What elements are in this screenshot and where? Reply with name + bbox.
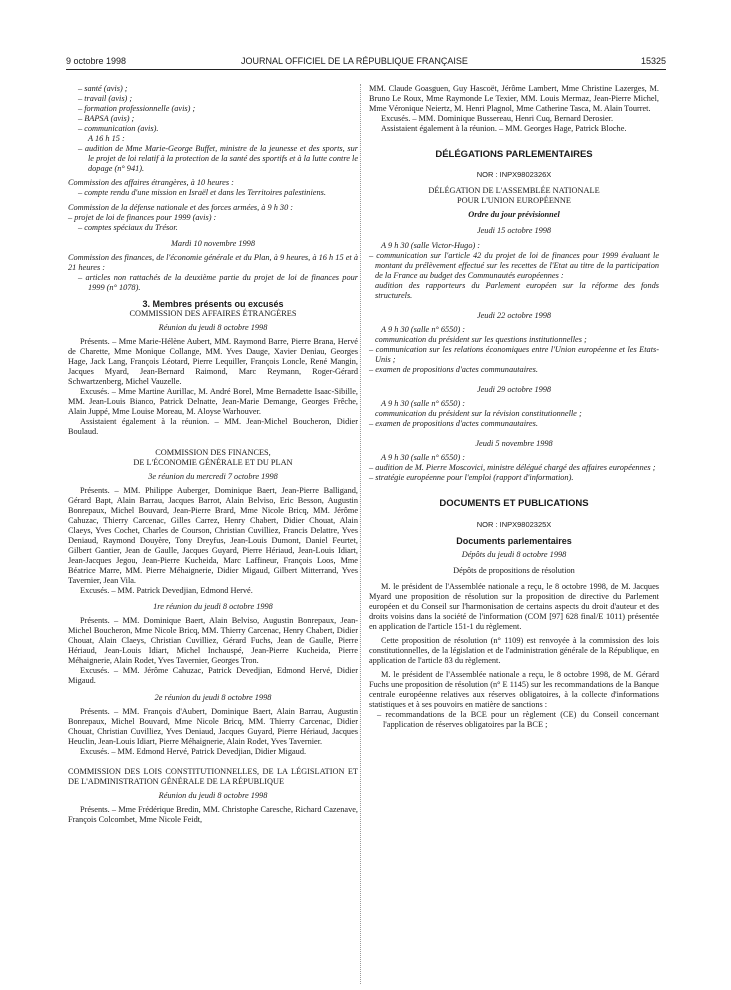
agenda-item: – compte rendu d'une mission en Israël et dans les Territoires palestiniens. [78,188,326,198]
agenda-item: – projet de loi de finances pour 1999 (avis) : [68,212,217,222]
agenda-item: communication du président sur les questions institutionnelles ; [375,334,587,344]
excuses-paragraph: Excusés. – Mme Martine Aurillac, M. André Borel, Mme Bernadette Isaac-Sibille, MM. Jean-Louis Bianco, Patrick Delnatte, Jean-Marie Demange, Georges Frêche, Alain Juppé, Mme Louise Moreau, M. Aloyse Warhouver. [68,387,358,417]
header-journal-title: JOURNAL OFFICIEL DE LA RÉPUBLIQUE FRANÇAISE [241,56,468,66]
agenda-item: – audition de Mme Marie-George Buffet, ministre de la jeunesse et des sports, sur le projet de loi relatif à la protection de la santé des sportifs et à la lutte contre le dopage (n° 941). [78,144,358,174]
date-heading: Jeudi 29 octobre 1998 [476,385,552,395]
body-paragraph: Cette proposition de résolution (n° 1109) est renvoyée à la commission des lois constitutionnelles, de la législation et de l'administration générale de la République, en application de l'article 83 du règlement. [369,635,659,666]
section-title-documents: DOCUMENTS ET PUBLICATIONS [439,498,589,510]
agenda-item: – audition de M. Pierre Moscovici, ministre délégué chargé des affaires européennes ; [369,463,656,473]
agenda-item: – articles non rattachés de la deuxième partie du projet de loi de finances pour 1999 (n° 1078). [78,272,358,292]
agenda-item: – comptes spéciaux du Trésor. [78,222,178,232]
agenda-item: – examen de propositions d'actes communautaires. [369,365,538,375]
subheading: Dépôts de propositions de résolution [453,565,575,575]
agenda-item: – communication sur l'article 42 du projet de loi de finances pour 1999 évaluant le montant du prélèvement effectué sur les recettes de l'Etat au titre de la participation de la France au budget des Communautés européennes : [369,250,659,280]
commission-title: COMMISSION DES FINANCES, [155,447,271,457]
time-label: A 9 h 30 (salle n° 6550) : [381,324,466,334]
commission-title: COMMISSION DES AFFAIRES ÉTRANGÈRES [129,308,297,318]
excuses-paragraph: Excusés. – MM. Dominique Bussereau, Henri Cuq, Bernard Derosier. [381,114,614,124]
header-date: 9 octobre 1998 [66,56,127,66]
section-title: 3. Membres présents ou excusés [142,298,284,309]
nor-reference: NOR : INPX9802326X [476,170,552,180]
list-item: – communication (avis). [78,124,159,134]
excuses-paragraph: Excusés. – MM. Edmond Hervé, Patrick Devedjian, Didier Migaud. [80,746,307,756]
nor-reference: NOR : INPX9802325X [476,519,552,529]
time-label: A 9 h 30 (salle Victor-Hugo) : [381,240,481,250]
presents-paragraph: Présents. – Mme Frédérique Bredin, MM. Christophe Caresche, Richard Cazenave, François Colcombet, Mme Nicole Feidt, [68,804,358,824]
presents-paragraph: Présents. – Mme Marie-Hélène Aubert, MM. Raymond Barre, Pierre Brana, Hervé de Charette, Mme Monique Collange, MM. Yves Dauge, Xavier Deniau, Georges Hage, Jack Lang, François Léotard, Pierre Lequiller, François Loncle, René Mangin, Jacques Myard, Jean-Bernard Raimond, Marc Reymann, Roger-Gérard Schwartzenberg, Michel Vauzelle. [68,337,358,387]
excuses-paragraph: Excusés. – MM. Jérôme Cahuzac, Patrick Devedjian, Edmond Hervé, Didier Migaud. [68,666,358,686]
page-header [66,56,666,68]
top-avis-list [68,84,358,134]
reunion-heading: Réunion du jeudi 8 octobre 1998 [158,790,268,800]
subsection-title: Documents parlementaires [456,535,572,546]
body-paragraph: M. le président de l'Assemblée nationale a reçu, le 8 octobre 1998, de M. Gérard Fuchs une proposition de résolution (n° E 1145) sur les recommandations de la Banque centrale européenne relatives aux réserves obligatoires, à la collecte d'informations statistiques et à ses pouvoirs en matière de sanctions : [369,670,659,710]
ordre-du-jour-heading: Ordre du jour prévisionnel [468,210,560,220]
reunion-heading: 2e réunion du jeudi 8 octobre 1998 [154,692,272,702]
commission-heading: Commission de la défense nationale et des forces armées, à 9 h 30 : [68,202,294,212]
presents-paragraph: Présents. – MM. Philippe Auberger, Dominique Baert, Jean-Pierre Balligand, Gérard Bapt, Alain Barrau, Jacques Barrot, Alain Belviso, Eric Besson, Augustin Bonrepaux, Michel Bouvard, Jean-Pierre Brard, Mme Nicole Bricq, MM. Jérôme Cahuzac, Thierry Carcenac, Gilles Carrez, Henry Chabert, Didier Chouat, Alain Claeys, Yves Cochet, Charles de Courson, Christian Cuvilliez, Francis Delattre, Yves Deniaud, Raymond Douyère, Tony Dreyfus, Jean-Louis Dumont, Daniel Feurtet, Gilbert Gantier, Jean de Gaulle, Jacques Guyard, Pierre Hériaud, Jean-Louis Idiart, Jean-Jacques Jegou, Jean-Pierre Kucheida, Marc Laffineur, François Loos, Mme Béatrice Marre, MM. Pierre Méhaignerie, Didier Migaud, Gilbert Mitterrand, Yves Tavernier, Jean Vila. [68,485,358,586]
date-heading: Jeudi 5 novembre 1998 [475,439,553,449]
header-page-number: 15325 [640,56,666,66]
agenda-item: – examen de propositions d'actes communautaires. [369,419,538,429]
left-column [68,84,358,825]
date-heading: Dépôts du jeudi 8 octobre 1998 [461,549,567,559]
agenda-item: audition des rapporteurs du Parlement européen sur la réforme des fonds structurels. [375,280,659,300]
reunion-heading: Réunion du jeudi 8 octobre 1998 [158,322,268,332]
presents-paragraph: Présents. – MM. François d'Aubert, Dominique Baert, Alain Barrau, Augustin Bonrepaux, Michel Bouvard, Mme Nicole Bricq, MM. Thierry Carcenac, Didier Chouat, Christian Cuvilliez, Yves Deniaud, Jacques Guyard, Pierre Hériaud, Jacques Heuclin, Jean-Louis Idiart, Pierre Méhaignerie, Alain Rodet, Yves Tavernier. [68,706,358,746]
commission-heading: Commission des finances, de l'économie générale et du Plan, à 9 heures, à 16 h 15 et à 21 heures : [68,252,358,272]
right-column [369,84,659,730]
time-label: A 9 h 30 (salle n° 6550) : [381,399,466,409]
agenda-item: communication du président sur la révision constitutionnelle ; [375,409,582,419]
agenda-item: – stratégie européenne pour l'emploi (rapport d'information). [369,473,574,483]
list-item: – formation professionnelle (avis) ; [78,104,196,114]
excuses-paragraph: Excusés. – MM. Patrick Devedjian, Edmond Hervé. [80,586,253,596]
body-paragraph: M. le président de l'Assemblée nationale a reçu, le 8 octobre 1998, de M. Jacques Myard une proposition de résolution sur la proposition de directive du Parlement européen et du Conseil sur l'harmonisation de certains aspects du droit d'auteur et des droits voisins dans la société de l'information (COM [97] 628 final/E 1011) présentée en application de l'article 151-1 du règlement. [369,581,659,631]
time-label: A 16 h 15 : [88,134,125,144]
presents-paragraph-continued: MM. Claude Goasguen, Guy Hascoët, Jérôme Lambert, Mme Christine Lazerges, M. Bruno Le Roux, Mme Raymonde Le Texier, MM. Louis Mermaz, Jean-Pierre Michel, Mme Véronique Neiertz, M. Henri Plagnol, Mme Catherine Tasca, M. Alain Tourret. [369,84,659,114]
list-item: – travail (avis) ; [78,94,133,104]
assistaient-paragraph: Assistaient également à la réunion. – MM. Jean-Michel Boucheron, Didier Boulaud. [68,417,358,437]
reunion-heading: 1re réunion du jeudi 8 octobre 1998 [153,602,273,612]
time-label: A 9 h 30 (salle n° 6550) : [381,453,466,463]
section-title-delegations: DÉLÉGATIONS PARLEMENTAIRES [435,149,593,161]
column-divider [360,84,361,984]
body-paragraph: – recommandations de la BCE pour un règlement (CE) du Conseil concernant l'application de réserves obligatoires par la BCE ; [377,710,659,730]
commission-title: COMMISSION DES LOIS CONSTITUTIONNELLES, DE LA LÉGISLATION ET DE L'ADMINISTRATION GÉNÉRALE DE LA RÉPUBLIQUE [68,766,358,786]
date-heading: Mardi 10 novembre 1998 [171,238,255,248]
delegation-title: DÉLÉGATION DE L'ASSEMBLÉE NATIONALE [428,186,600,196]
header-rule [66,69,666,70]
assistaient-paragraph: Assistaient également à la réunion. – MM. Georges Hage, Patrick Bloche. [381,124,627,134]
date-heading: Jeudi 15 octobre 1998 [476,226,552,236]
delegation-title: POUR L'UNION EUROPÉENNE [457,196,571,206]
list-item: – BAPSA (avis) ; [78,114,135,124]
reunion-heading: 3e réunion du mercredi 7 octobre 1998 [148,471,278,481]
commission-title: DE L'ÉCONOMIE GÉNÉRALE ET DU PLAN [133,457,293,467]
agenda-item: – communication sur les relations économiques entre l'Union européenne et les Etats-Unis ; [369,344,659,364]
presents-paragraph: Présents. – MM. Dominique Baert, Alain Belviso, Augustin Bonrepaux, Jean-Michel Boucheron, Mme Nicole Bricq, MM. Thierry Carcenac, Henry Chabert, Didier Chouat, Alain Claeys, Christian Cuvilliez, Gérard Fuchs, Jean de Gaulle, Pierre Hériaud, Jean-Louis Idiart, Michel Inchauspé, Jean-Pierre Kucheida, Pierre Méhaignerie, Alain Rodet, Yves Tavernier, Georges Tron. [68,616,358,666]
commission-heading: Commission des affaires étrangères, à 10 heures : [68,178,234,188]
list-item: – santé (avis) ; [78,84,128,93]
date-heading: Jeudi 22 octobre 1998 [476,310,552,320]
